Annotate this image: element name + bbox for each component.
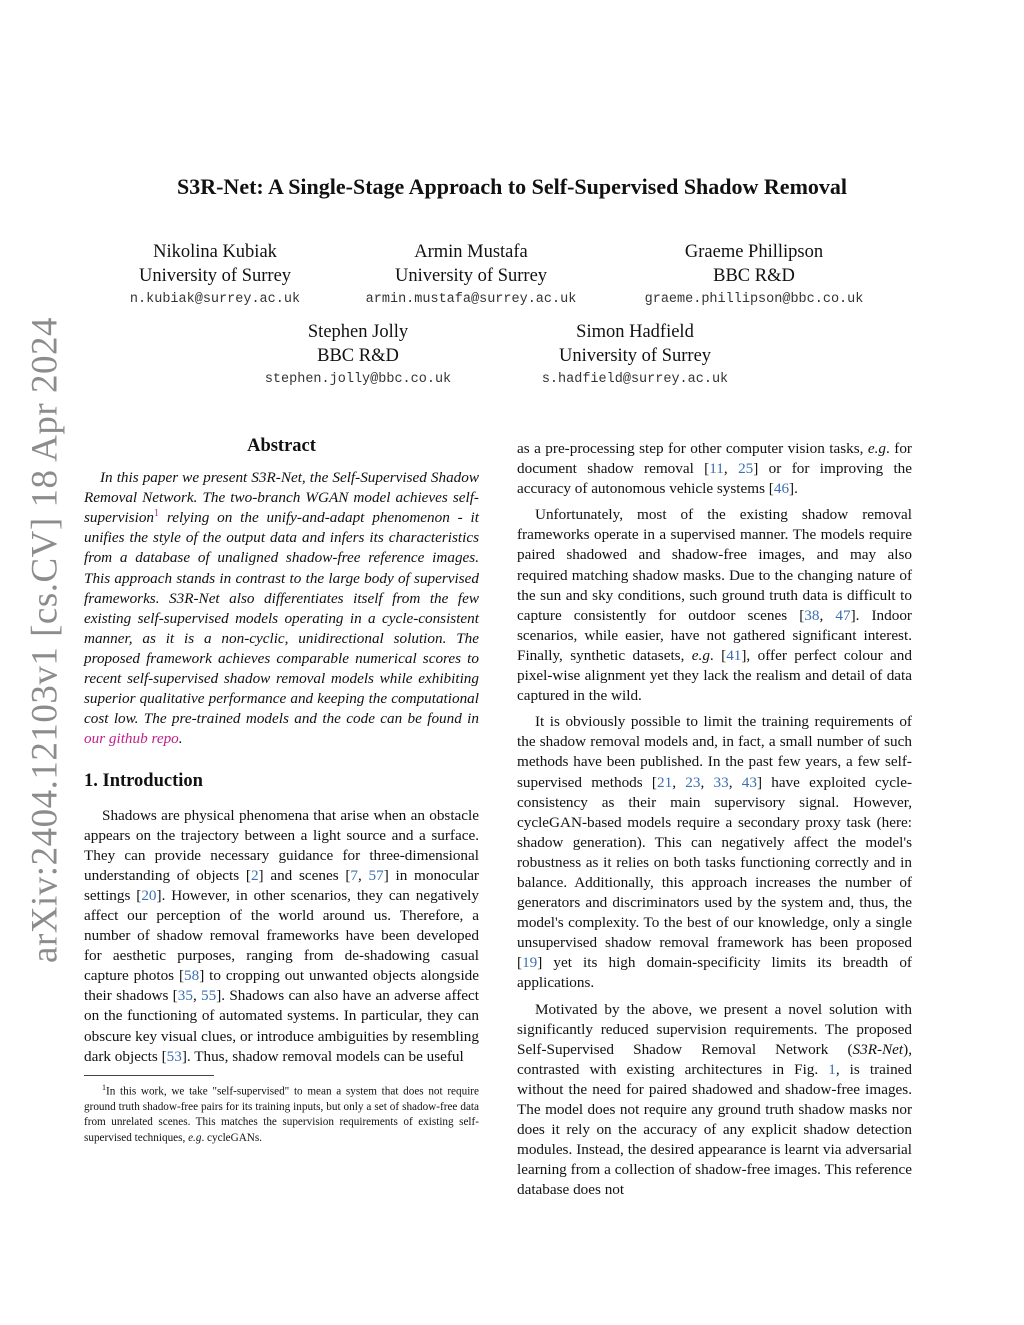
citation-link[interactable]: 53 [166, 1047, 182, 1065]
citation-link[interactable]: 21 [657, 773, 673, 791]
author-affiliation: University of Surrey [394, 266, 548, 286]
author-name: Graeme Phillipson [684, 242, 824, 262]
right-column [517, 439, 912, 1200]
citation-link[interactable]: 57 [368, 866, 384, 884]
citation-link[interactable]: 7 [350, 866, 358, 884]
citation-link[interactable]: 41 [726, 646, 742, 664]
citation-link[interactable]: 47 [835, 606, 851, 624]
paragraph: It is obviously possible to limit the training requirements of the shadow removal models and, in fact, a small number of such methods have been published. In the past few years, a few self-supervised methods [21, 23, 33, 43] have exploited cycle-consistency as their main supervisory signal. However, cycleGAN-based models require a secondary proxy task (here: shadow generation). This can negatively affect the model's robustness as it relies on both tasks functioning correctly and in balance. Additionally, this approach increases the number of generators and discriminators used by the system and, thus, the model's complexity. To the best of our knowledge, only a single unsupervised shadow removal framework has been proposed [19] yet its high domain-specificity limits its breadth of applications. [517, 713, 913, 992]
author-name: Armin Mustafa [414, 242, 528, 262]
author-block [65, 240, 365, 307]
author-affiliation: University of Surrey [138, 266, 292, 286]
footnote-number: 1 [102, 1082, 106, 1092]
paper-title: S3R-Net: A Single-Stage Approach to Self-Supervised Shadow Removal [176, 174, 848, 199]
author-affiliation: BBC R&D [317, 346, 399, 366]
paragraph: Motivated by the above, we present a novel solution with significantly reduced supervision requirements. The proposed Self-Supervised Shadow Removal Network (S3R-Net), contrasted with existing architectures in Fig. 1, is trained without the need for paired shadowed and shadow-free images. The model does not require any ground truth shadow masks nor does it rely on the accuracy of any explicit shadow detection modules. Instead, the desired appearance is learnt via adversarial learning from a collection of shadow-free images. This reference database does not [517, 1000, 913, 1199]
arxiv-identifier: arXiv:2404.12103v1 [cs.CV] 18 Apr 2024 [24, 317, 66, 963]
citation-link[interactable]: 19 [522, 954, 538, 972]
author-affiliation: BBC R&D [713, 266, 795, 286]
citation-link[interactable]: 33 [713, 773, 729, 791]
intro-paragraph: Shadows are physical phenomena that arise when an obstacle appears on the trajectory between a light source and a surface. They can provide necessary guidance for three-dimensional understanding of objects [2] and scenes [7, 57] in monocular settings [20]. However, in other scenarios, they can negatively affect our perception of the world around us. Therefore, a number of shadow removal frameworks have been developed for aesthetic purposes, ranging from de-shadowing casual capture photos [58] to cropping out unwanted objects alongside their shadows [35, 55]. Shadows can also have an adverse affect on the functioning of automated systems. In particular, they can obscure key visual clues, or introduce ambiguities by resembling dark objects [53]. Thus, shadow removal models can be useful [84, 806, 480, 1065]
citation-link[interactable]: 25 [738, 460, 754, 478]
citation-link[interactable]: 35 [177, 987, 193, 1005]
abstract-heading: Abstract [247, 436, 316, 456]
author-affiliation: University of Surrey [558, 346, 712, 366]
author-block [208, 320, 508, 387]
citation-link[interactable]: 23 [685, 773, 701, 791]
citation-link[interactable]: 2 [250, 866, 259, 884]
figure-link[interactable]: 1 [828, 1060, 836, 1078]
author-email: s.hadfield@surrey.ac.uk [541, 372, 729, 387]
author-name: Nikolina Kubiak [153, 242, 277, 262]
paragraph: Unfortunately, most of the existing shadow removal frameworks operate in a supervised manner. The models require paired shadowed and shadow-free images, and may also required matching shadow masks. Due to the changing nature of the sun and sky conditions, such ground truth data is difficult to capture consistently for outdoor scenes [38, 47]. Indoor scenarios, while easier, have not gathered significant interest. Finally, synthetic datasets, e.g. [41], offer perfect colour and pixel-wise alignment yet they lack the realism and detail of data captured in the wild. [517, 506, 912, 705]
author-block [604, 240, 904, 307]
abstract-text: In this paper we present S3R-Net, the Self-Supervised Shadow Removal Network. The two-branch WGAN model achieves self-supervision$^1$ relying on the unify-and-adapt phenomenon - it unifies the style of the output data and infers its characteristics from a database of unaligned shadow-free reference images. This approach stands in contrast to the large body of supervised frameworks. S3R-Net also differentiates itself from the few existing self-supervised models operating in a cycle-consistent manner, as it is a non-cyclic, unidirectional solution. The proposed framework achieves comparable numerical scores to recent self-supervised shadow removal models while exhibiting superior qualitative performance and keeping the computational cost low. The pre-trained models and the code can be found in our github repo. [84, 469, 479, 748]
author-name: Stephen Jolly [307, 322, 409, 342]
citation-link[interactable]: 58 [184, 967, 200, 985]
github-repo-link[interactable]: our github repo [84, 730, 179, 748]
author-email: n.kubiak@surrey.ac.uk [129, 292, 301, 307]
citation-link[interactable]: 46 [773, 480, 790, 498]
author-email: stephen.jolly@bbc.co.uk [264, 372, 452, 387]
author-email: armin.mustafa@surrey.ac.uk [365, 292, 577, 307]
citation-link[interactable]: 20 [141, 886, 157, 904]
footnote: $^1$In this work, we take "self-supervised" to mean a system that does not require ground truth shadow-free pairs for its training inputs, but only a set of shadow-free data from unrelated scenes. This matches the supervision requirements of existing self-supervised techniques, e.g. cycleGANs. [84, 1082, 479, 1144]
footnote-marker[interactable]: 1 [154, 508, 160, 520]
section-heading-introduction: 1. Introduction [84, 771, 203, 792]
citation-link[interactable]: 38 [804, 606, 820, 624]
paragraph: as a pre-processing step for other computer vision tasks, e.g. for document shadow removal [11, 25] or for improving the accuracy of autonomous vehicle systems [46]. [517, 440, 913, 498]
citation-link[interactable]: 43 [741, 773, 757, 791]
author-block [485, 320, 785, 387]
left-column [84, 436, 479, 1146]
author-name: Simon Hadfield [576, 322, 694, 342]
footnote-divider [84, 1075, 214, 1076]
author-block [321, 240, 621, 307]
author-email: graeme.phillipson@bbc.co.uk [644, 292, 864, 307]
citation-link[interactable]: 11 [709, 460, 724, 478]
citation-link[interactable]: 55 [201, 987, 217, 1005]
